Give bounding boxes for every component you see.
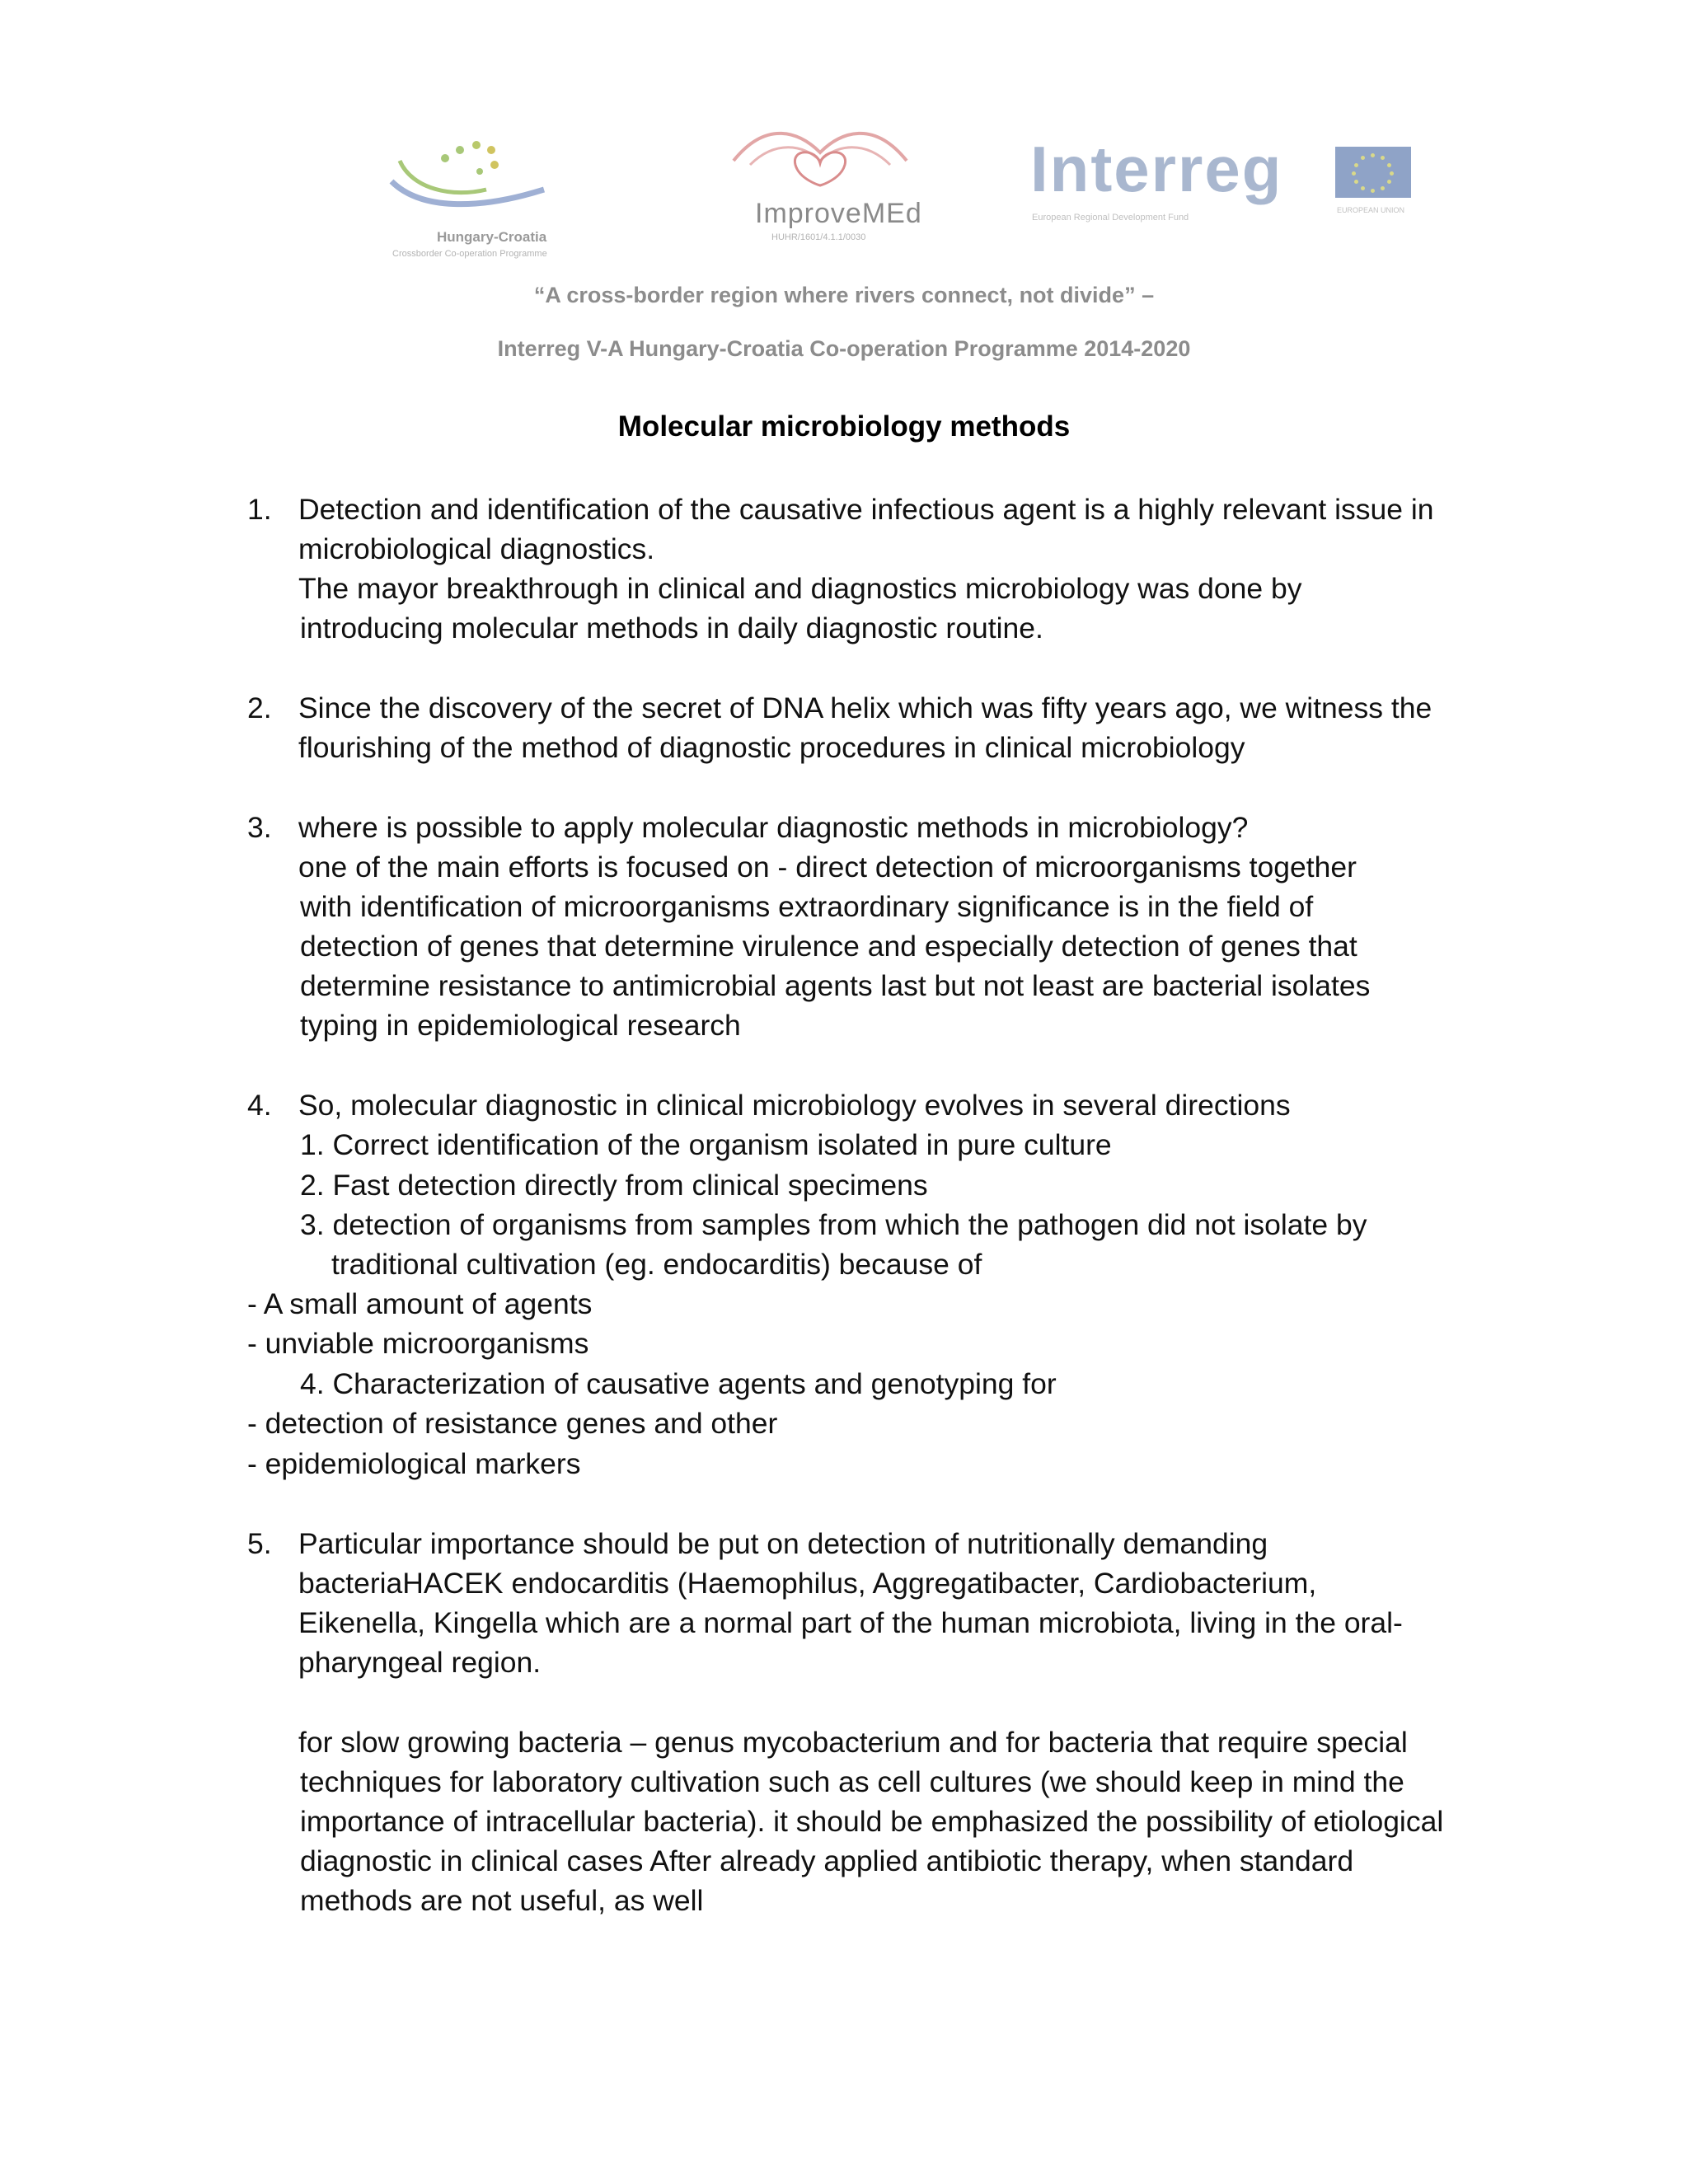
sub-item-line: 1. Correct identification of the organism isolated in pure culture — [300, 1128, 1112, 1161]
item-text-line: Particular importance should be put on detection of nutritionally demanding — [298, 1527, 1268, 1560]
page-title: Molecular microbiology methods — [617, 410, 1071, 443]
interreg-wordmark: Interreg — [1030, 133, 1283, 205]
item-text-line: methods are not useful, as well — [300, 1884, 704, 1917]
item-text-line: where is possible to apply molecular diagnostic methods in microbiology? — [298, 811, 1249, 844]
item-text-line: The mayor breakthrough in clinical and diagnostics microbiology was done by — [298, 572, 1302, 605]
project-code: HUHR/1601/4.1.1/0030 — [771, 232, 866, 242]
hungary-croatia-label: Hungary-Croatia — [437, 229, 547, 245]
item-text-line: determine resistance to antimicrobial agents last but not least are bacterial isolates — [300, 969, 1371, 1002]
improvemed-label: ImproveMEd — [755, 198, 922, 229]
programme-name: Interreg V-A Hungary-Croatia Co-operation Programme 2014-2020 — [497, 336, 1191, 361]
river-swoosh-icon — [387, 132, 552, 223]
item-text-line: one of the main efforts is focused on - direct detection of microorganisms together — [298, 851, 1357, 883]
sub-item-line: 3. detection of organisms from samples from which the pathogen did not isolate by — [300, 1208, 1367, 1241]
sub-item-line: 4. Characterization of causative agents and genotyping for — [300, 1367, 1057, 1400]
interreg-logo — [1030, 133, 1418, 239]
item-text-line: Detection and identification of the causative infectious agent is a highly relevant issue in — [298, 493, 1434, 526]
improvemed-logo — [725, 115, 940, 247]
item-text-line: Eikenella, Kingella which are a normal part of the human microbiota, living in the oral- — [298, 1606, 1403, 1639]
item-number: 4. — [247, 1089, 272, 1122]
item-text-line: techniques for laboratory cultivation such as cell cultures (we should keep in mind the — [300, 1765, 1404, 1798]
dash-line: - epidemiological markers — [247, 1447, 581, 1480]
heart-hands-icon — [725, 115, 915, 198]
hungary-croatia-logo — [387, 132, 618, 264]
sub-item-line: traditional cultivation (eg. endocarditis) because of — [331, 1248, 982, 1281]
item-text-line: introducing molecular methods in daily diagnostic routine. — [300, 612, 1043, 644]
sub-item-line: 2. Fast detection directly from clinical specimens — [300, 1169, 928, 1202]
eu-flag-icon — [1335, 147, 1411, 198]
item-text-line: pharyngeal region. — [298, 1646, 542, 1679]
item-number: 5. — [247, 1527, 272, 1560]
item-number: 1. — [247, 493, 272, 526]
dash-line: - detection of resistance genes and other — [247, 1407, 778, 1440]
item-text-line: importance of intracellular bacteria). it should be emphasized the possibility of etiological — [300, 1805, 1444, 1838]
item-number: 3. — [247, 811, 272, 844]
dash-line: - unviable microorganisms — [247, 1327, 589, 1360]
document-header — [0, 0, 1688, 387]
item-text-line: typing in epidemiological research — [300, 1009, 741, 1042]
item-text-line: Since the discovery of the secret of DNA helix which was fifty years ago, we witness the — [298, 691, 1432, 724]
item-text-line: So, molecular diagnostic in clinical microbiology evolves in several directions — [298, 1089, 1291, 1122]
item-text-line: bacteriaHACEK endocarditis (Haemophilus, Aggregatibacter, Cardiobacterium, — [298, 1567, 1317, 1600]
item-text-line: for slow growing bacteria – genus mycobacterium and for bacteria that require special — [298, 1726, 1408, 1759]
programme-sublabel: Crossborder Co-operation Programme — [392, 249, 547, 259]
item-number: 2. — [247, 691, 272, 724]
fund-label: European Regional Development Fund — [1032, 213, 1189, 223]
item-text-line: flourishing of the method of diagnostic procedures in clinical microbiology — [298, 731, 1245, 764]
item-text-line: detection of genes that determine virulence and especially detection of genes that — [300, 930, 1357, 963]
dash-line: - A small amount of agents — [247, 1287, 593, 1320]
item-text-line: diagnostic in clinical cases After already applied antibiotic therapy, when standard — [300, 1844, 1354, 1877]
eu-label: EUROPEAN UNION — [1337, 206, 1405, 214]
programme-slogan: “A cross-border region where rivers connect, not divide” – — [533, 283, 1155, 307]
item-text-line: with identification of microorganisms extraordinary significance is in the field of — [300, 890, 1314, 923]
item-text-line: microbiological diagnostics. — [298, 532, 655, 565]
